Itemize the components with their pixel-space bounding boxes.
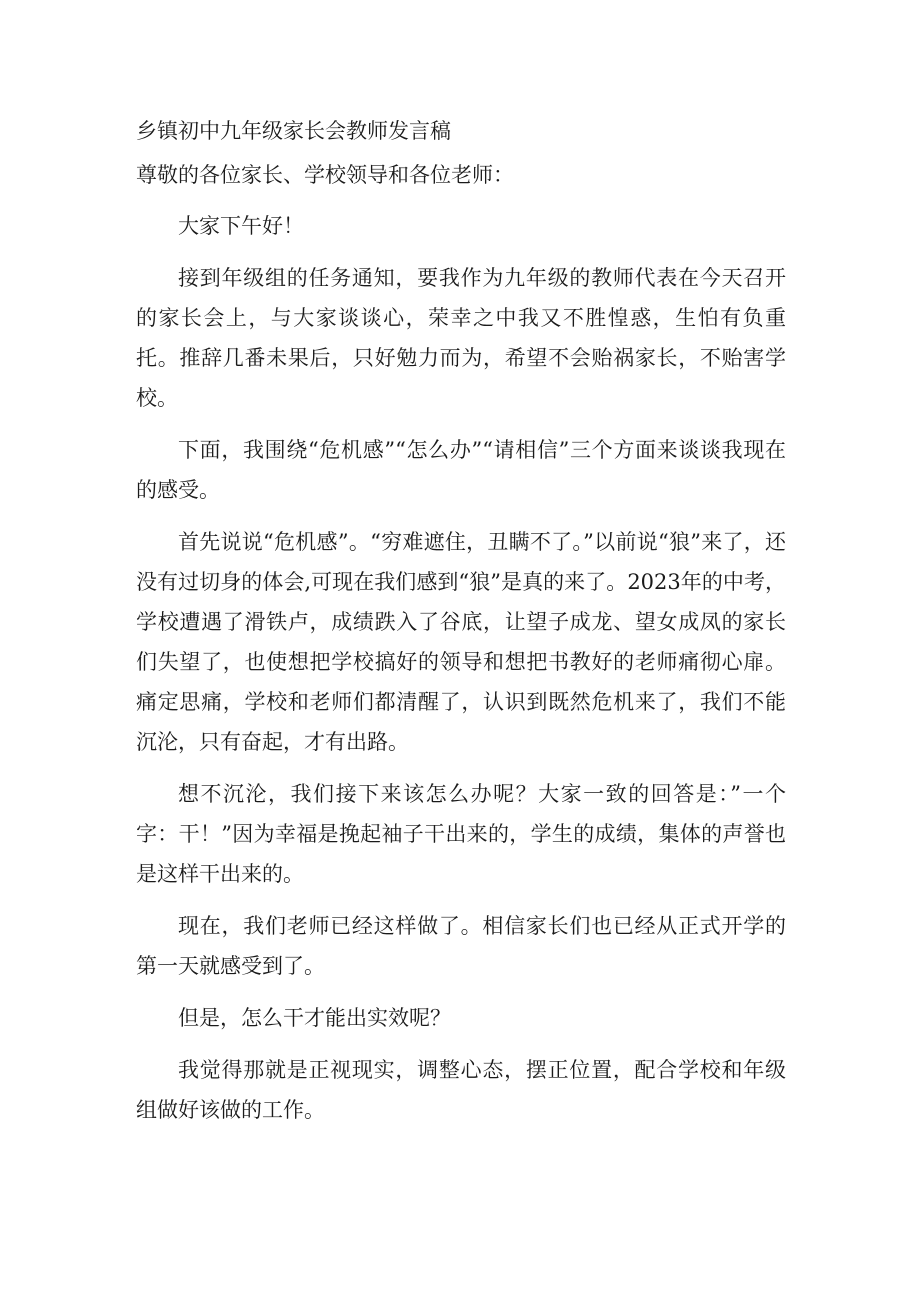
- paragraph-outline: 下面，我围绕“危机感”“怎么办”“请相信”三个方面来谈谈我现在的感受。: [136, 438, 786, 502]
- salutation: 尊敬的各位家长、学校领导和各位老师：: [136, 163, 514, 187]
- paragraph-crisis: 首先说说“危机感”。“穷难遮住，丑瞒不了。”以前说“狼”来了，还没有过切身的体会,可现在我们感到“狼”是真的来了。2023年的中考，学校遭遇了滑铁卢，成绩跌入了谷底，让望子成龙、望女成凤的家长们失望了，也使想把学校搞好的领导和想把书教好的老师痛彻心扉。痛定思痛，学校和老师们都清醒了，认识到既然危机来了，我们不能沉沦，只有奋起，才有出路。: [136, 530, 786, 754]
- paragraph-greeting: 大家下午好！: [178, 214, 304, 238]
- paragraph-answer: 我觉得那就是正视现实，调整心态，摆正位置，配合学校和年级组做好该做的工作。: [136, 1058, 786, 1122]
- paragraph-teachers-action: 现在，我们老师已经这样做了。相信家长们也已经从正式开学的第一天就感受到了。: [136, 914, 786, 978]
- paragraph-intro: 接到年级组的任务通知，要我作为九年级的教师代表在今天召开的家长会上，与大家谈谈心，荣幸之中我又不胜惶惑，生怕有负重托。推辞几番未果后，只好勉力而为，希望不会贻祸家长，不贻害学校。: [136, 266, 786, 410]
- document-page: [136, 112, 786, 1142]
- document-title: 乡镇初中九年级家长会教师发言稿: [136, 119, 451, 143]
- paragraph-what-to-do: 想不沉沦，我们接下来该怎么办呢？大家一致的回答是：”一个字：干！”因为幸福是挽起袖子干出来的，学生的成绩，集体的声誉也是这样干出来的。: [136, 782, 786, 886]
- paragraph-question: 但是，怎么干才能出实效呢？: [178, 1006, 451, 1030]
